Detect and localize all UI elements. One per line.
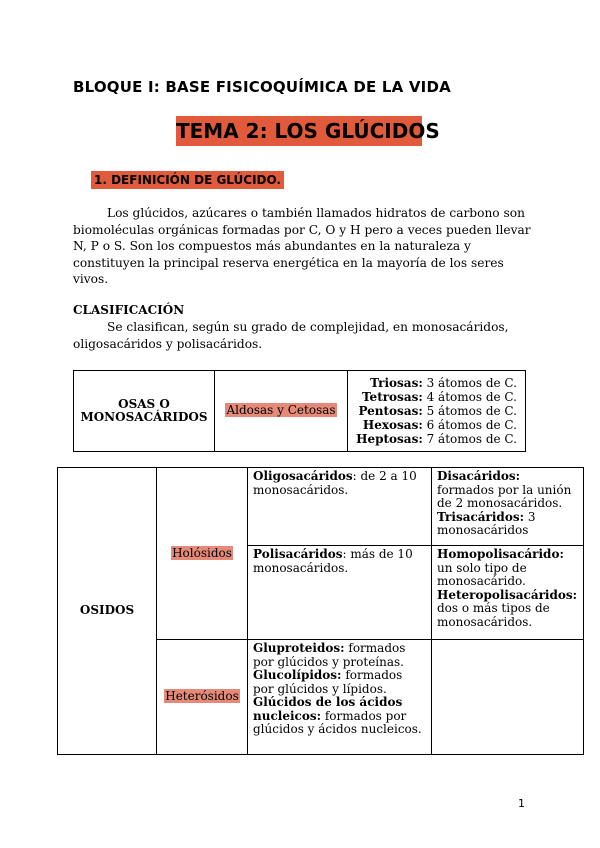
clasificacion-paragraph (73, 319, 533, 352)
bloque-title: BLOQUE I: BASE FISICOQUÍMICA DE LA VIDA (73, 78, 451, 96)
heterosidos-cell (157, 640, 248, 755)
holosidos-cell (157, 468, 248, 640)
osas-label-line1: OSAS O (118, 396, 170, 411)
page-number: 1 (518, 797, 525, 810)
aldosas-highlight: Aldosas y Cetosas (226, 403, 336, 418)
definition-paragraph (73, 205, 531, 288)
clasificacion-text: Se clasifican, según su grado de complejidad, en monosacáridos, oligosacáridos y polisacáridos. (73, 320, 509, 351)
heterosidos-highlight: Heterósidos (165, 689, 239, 704)
clasificacion-heading: CLASIFICACIÓN (73, 303, 185, 317)
disacaridos-cell: Disacáridos: formados por la unión de 2 monosacáridos. Trisacáridos: 3 monosacáridos (432, 468, 584, 546)
osas-label-line2: MONOSACÁRIDOS (80, 410, 208, 424)
osidos-table (57, 467, 584, 755)
type-row: Triosas: 3 átomos de C. (370, 376, 517, 390)
homopolisacaridos-cell: Homopolisacárido: un solo tipo de monosacárido. Heteropolisacáridos: dos o más tipos de monosacáridos. (432, 546, 584, 640)
type-row: Hexosas: 6 átomos de C. (362, 418, 517, 432)
tema-title: TEMA 2: LOS GLÚCIDOS (176, 116, 422, 146)
type-row: Pentosas: 5 átomos de C. (358, 404, 517, 418)
type-row: Heptosas: 7 átomos de C. (356, 432, 517, 446)
definition-text: Los glúcidos, azúcares o también llamados hidratos de carbono son biomoléculas orgánicas formadas por C, O y H pero a veces pueden llevar N, P o S. Son los compuestos más abundantes en la naturaleza y constituyen la principal reserva energética en la mayoría de los seres vivos. (73, 206, 531, 286)
aldosas-cell (215, 371, 348, 452)
osas-label-cell (74, 371, 215, 452)
holosidos-highlight: Holósidos (172, 545, 232, 560)
heterosidos-types-cell: Gluproteidos: formados por glúcidos y proteínas. Glucolípidos: formados por glúcidos y lípidos. Glúcidos de los ácidos nucleicos: formados por glúcidos y ácidos nucleicos. (248, 640, 432, 755)
empty-cell (432, 640, 584, 755)
polisacaridos-cell: Polisacáridos: más de 10 monosacáridos. (248, 546, 432, 640)
type-row: Tetrosas: 4 átomos de C. (362, 390, 517, 404)
osidos-cell: OSIDOS (58, 468, 157, 755)
osas-table (73, 370, 526, 452)
section-heading: 1. DEFINICIÓN DE GLÚCIDO. (91, 171, 284, 189)
oligosacaridos-cell: Oligosacáridos: de 2 a 10 monosacáridos. (248, 468, 432, 546)
types-cell (348, 371, 526, 452)
